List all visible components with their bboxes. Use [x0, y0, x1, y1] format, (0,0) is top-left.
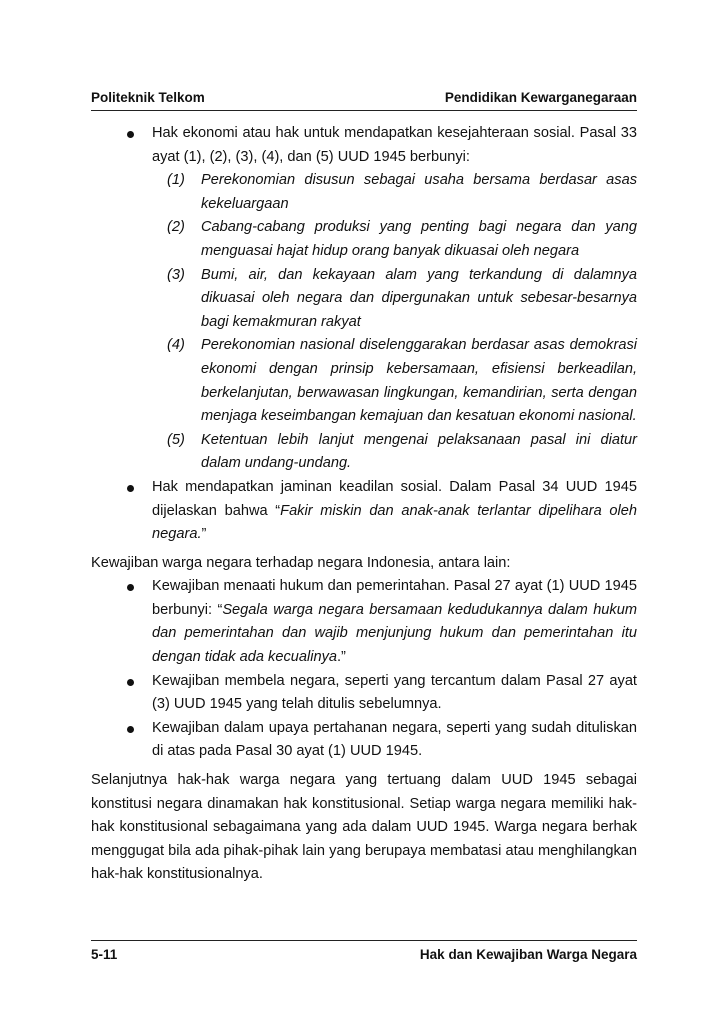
list-item-kewajiban-bela-negara [91, 670, 637, 717]
item-text: Bumi, air, dan kekayaan alam yang terkandung di dalamnya dikuasai oleh negara dan dipergunakan untuk sebesar-besarnya bagi kemakmuran rakyat [201, 266, 637, 330]
closing-paragraph: Selanjutnya hak-hak warga negara yang tertuang dalam UUD 1945 sebagai konstitusi negara dinamakan hak konstitusional. Setiap warga negara memiliki hak-hak konstitusional sebagaimana yang ada dalam UUD 1945. Warga negara berhak menggugat bila ada pihak-pihak lain yang berupaya membatasi atau menghilangkan hak-hak konstitusionalnya. [91, 772, 637, 883]
pasal-33-item [152, 429, 637, 476]
kewajiban-text: Kewajiban menaati hukum dan pemerintahan. Pasal 27 ayat (1) UUD 1945 berbunyi: “ [152, 578, 637, 618]
item-text: Cabang-cabang produksi yang penting bagi negara dan yang menguasai hajat hidup orang banyak dikuasai oleh negara [201, 219, 637, 259]
header-institution: Politeknik Telkom [91, 90, 205, 105]
item-number: (5) [167, 431, 185, 448]
bullet-icon [127, 679, 134, 686]
header-course: Pendidikan Kewarganegaraan [444, 90, 637, 105]
bullet-icon [127, 131, 134, 138]
kewajiban-text: Kewajiban dalam upaya pertahanan negara, seperti yang sudah dituliskan di atas pada Pasal 30 ayat (1) UUD 1945. [152, 719, 637, 760]
list-item-hak-keadilan [91, 476, 637, 547]
list-item-kewajiban-hukum [91, 575, 637, 669]
kewajiban-text: Kewajiban membela negara, seperti yang tercantum dalam Pasal 27 ayat (3) UUD 1945 yang telah ditulis sebelumnya. [152, 672, 637, 713]
item-number: (2) [167, 219, 185, 236]
chapter-title: Hak dan Kewajiban Warga Negara [419, 947, 637, 962]
pasal-33-item [152, 264, 637, 335]
item-text: Perekonomian disusun sebagai usaha bersama berdasar asas kekeluargaan [201, 172, 637, 212]
list-item-kewajiban-pertahanan [91, 717, 637, 764]
kewajiban-close: .” [337, 649, 346, 666]
item-text: Perekonomian nasional diselenggarakan berdasar asas demokrasi ekonomi dengan prinsip kebersamaan, efisiensi berkeadilan, berkelanjutan, berwawasan lingkungan, kemandirian, serta dengan menjaga keseimbangan kemajuan dan kesatuan ekonomi nasional. [201, 337, 637, 425]
kewajiban-quote: Segala warga negara bersamaan kedudukannya dalam hukum dan pemerintahan dan wajib menjunjung hukum dan pemerintahan itu dengan tidak ada kecualinya [152, 601, 637, 666]
hak-list [91, 122, 637, 547]
pasal-33-item [152, 334, 637, 428]
item-text: Ketentuan lebih lanjut mengenai pelaksanaan pasal ini diatur dalam undang-undang. [201, 431, 637, 472]
item-number: (4) [167, 337, 185, 354]
bullet-icon [127, 485, 134, 492]
hak-keadilan-close: ” [201, 526, 207, 543]
bullet-icon [127, 726, 134, 733]
item-number: (1) [167, 172, 185, 189]
pasal-33-item [152, 169, 637, 216]
kewajiban-intro: Kewajiban warga negara terhadap negara Indonesia, antara lain: [91, 554, 511, 571]
hak-keadilan-quote: Fakir miskin dan anak-anak terlantar dipelihara oleh negara. [152, 502, 637, 543]
hak-ekonomi-lead: Hak ekonomi atau hak untuk mendapatkan kesejahteraan sosial. Pasal 33 ayat (1), (2), (3), (4), dan (5) UUD 1945 berbunyi: [152, 125, 637, 165]
item-number: (3) [167, 266, 185, 283]
kewajiban-list [91, 575, 637, 764]
bullet-icon [127, 584, 134, 591]
pasal-33-list [152, 169, 637, 476]
pasal-33-item [152, 216, 637, 263]
hak-keadilan-text: Hak mendapatkan jaminan keadilan sosial. Dalam Pasal 34 UUD 1945 dijelaskan bahwa “ [152, 478, 637, 519]
page-number: 5-11 [91, 947, 118, 962]
list-item-hak-ekonomi [91, 122, 637, 476]
page-footer [91, 940, 637, 965]
page-body [91, 122, 637, 887]
page-header [91, 90, 637, 111]
